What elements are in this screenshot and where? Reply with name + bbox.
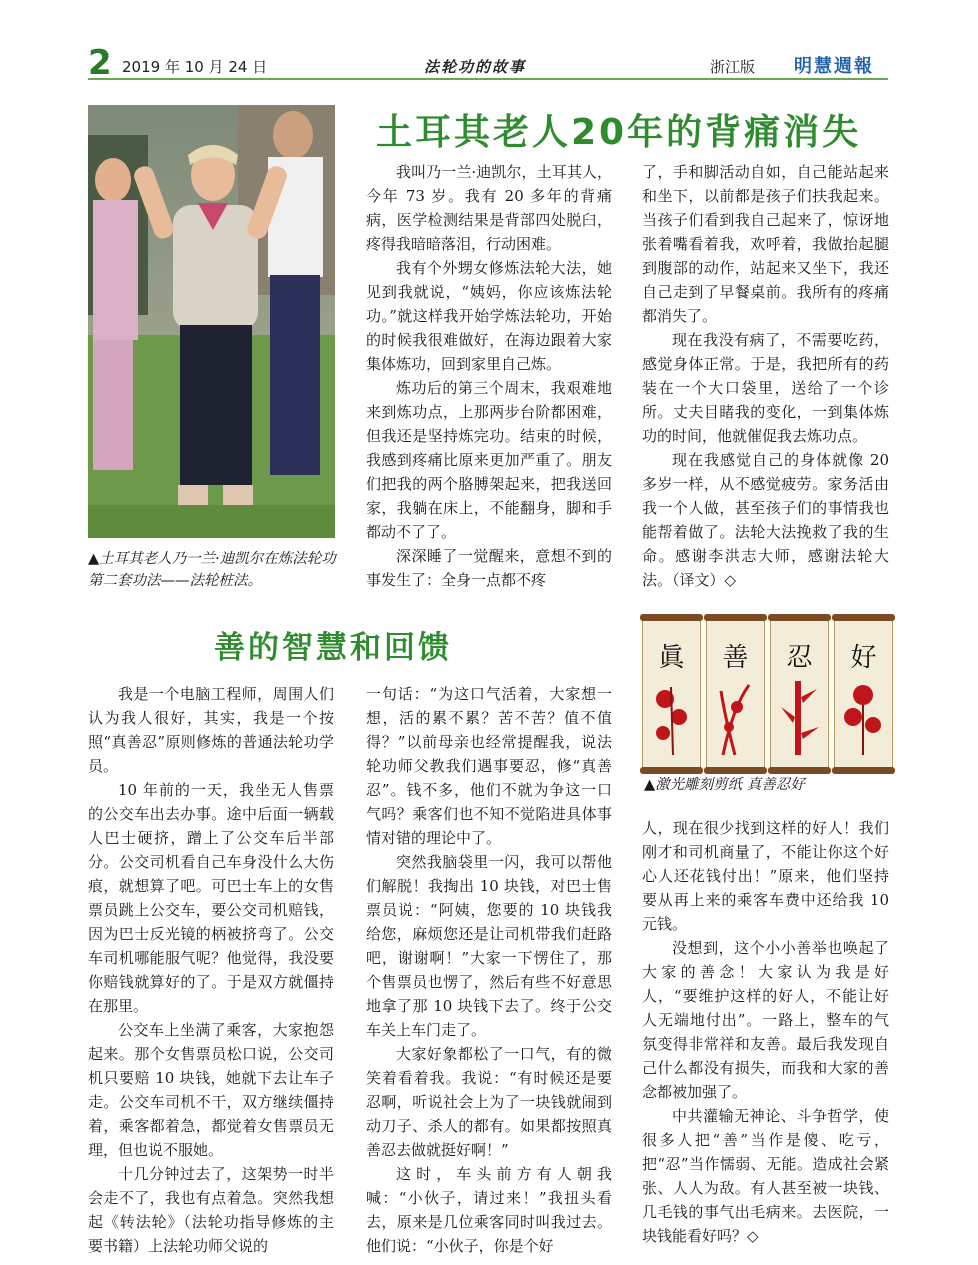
paragraph: 我有个外甥女修炼法轮大法，她见到我就说，“姨妈，你应该炼法轮功。”就这样我开始学炼法轮功，开始的时候我很难做好，在海边跟着大家集体炼功，回到家里自己炼。 bbox=[366, 259, 612, 373]
paragraph: 没想到，这个小小善举也唤起了大家的善念！大家认为我是好人，“要维护这样的好人，不能让好人无端地付出”。一路上，整车的气氛变得非常祥和友善。最后我发现自己什么都没有损失，而我和大家的善念都被加强了。 bbox=[642, 939, 889, 1101]
scroll-ren bbox=[770, 618, 829, 770]
issue-date: 2019 年 10 月 24 日 bbox=[122, 58, 268, 76]
section-title: 法轮功的故事 bbox=[424, 58, 527, 76]
paper-name-logo: 明慧週報 bbox=[794, 56, 874, 77]
paragraph: 10 年前的一天，我坐无人售票的公交车出去办事。途中后面一辆载人巴士硬挤，蹭上了公交车后半部分。公交司机看自己车身没什么大伤痕，就想算了吧。可巴士车上的女售票员跳上公交车，要公交司机赔钱，因为巴士反光镜的柄被挤弯了。公交车司机哪能服气呢？他觉得，我没要你赔钱就算好的了。于是双方就僵持在那里。 bbox=[88, 781, 334, 1015]
article2-headline: 善的智慧和回馈 bbox=[214, 630, 452, 666]
paragraph: 现在我感觉自己的身体就像 20 多岁一样，从不感觉疲劳。家务活由我一个人做，甚至孩子们的事情我也能帮着做了。法轮大法挽救了我的生命。感谢李洪志大师，感谢法轮大法。（译文）◇ bbox=[642, 451, 889, 589]
article1-caption: ▲土耳其老人乃一兰·迪凯尔在炼法轮功第二套功法——法轮桩法。 bbox=[88, 551, 336, 589]
scroll-zhen bbox=[642, 618, 701, 770]
paragraph: 这时，车头前方有人朝我喊：“小伙子，请过来！”我扭头看去，原来是几位乘客同时叫我过去。他们说：“小伙子，你是个好 bbox=[366, 1165, 612, 1255]
papercut-orchid-icon bbox=[715, 677, 757, 757]
article1-column-1 bbox=[366, 160, 612, 592]
paragraph: 我是一个电脑工程师，周围人们认为我人很好，其实，我是一个按照“真善忍”原则修炼的普通法轮功学员。 bbox=[88, 685, 334, 775]
paragraph: 我叫乃一兰·迪凯尔，土耳其人，今年 73 岁。我有 20 多年的背痛病，医学检测结果是背部四处脱臼，疼得我暗暗落泪，行动困难。 bbox=[366, 163, 612, 253]
papercut-bamboo-icon bbox=[779, 677, 821, 757]
paragraph: 中共灌输无神论、斗争哲学，使很多人把“善”当作是傻、吃亏，把“忍”当作懦弱、无能。造成社会紧张、人人为敌。有人甚至被一块钱、几毛钱的事气出毛病来。去医院，一块钱能看好吗？◇ bbox=[642, 1107, 889, 1245]
paragraph: 突然我脑袋里一闪，我可以帮他们解脱！我掏出 10 块钱，对巴士售票员说：“阿姨，您要的 10 块钱我给您，麻烦您还是让司机带我们赶路吧，谢谢啊！”大家一下愣住了，那个售票员也愣了，然后有些不好意思地拿了那 10 块钱下去了。终于公交车关上车门走了。 bbox=[366, 853, 612, 1039]
paragraph: 人，现在很少找到这样的好人！我们刚才和司机商量了，不能让你这个好心人还花钱付出！”原来，他们坚持要从再上来的乘客车费中还给我 10 元钱。 bbox=[642, 819, 889, 933]
edition-label: 浙江版 bbox=[710, 58, 756, 76]
scroll-shan bbox=[706, 618, 765, 770]
papercut-plum-icon bbox=[843, 677, 885, 757]
paragraph: 十几分钟过去了，这架势一时半会走不了，我也有点着急。突然我想起《转法轮》（法轮功指导修炼的主要书籍）上法轮功师父说的 bbox=[88, 1165, 334, 1255]
paragraph: 了，手和脚活动自如，自己能站起来和坐下，以前都是孩子们扶我起来。当孩子们看到我自己起来了，惊讶地张着嘴看着我，欢呼着，我做抬起腿到腹部的动作，站起来又坐下，我还自己走到了早餐桌前。我所有的疼痛都消失了。 bbox=[642, 163, 889, 325]
paragraph: 现在我没有病了，不需要吃药，感觉身体正常。于是，我把所有的药装在一个大口袋里，送给了一个诊所。丈夫目睹我的变化，一到集体炼功的时间，他就催促我去炼功点。 bbox=[642, 331, 889, 445]
article1-photo bbox=[88, 105, 335, 538]
scroll-character: 眞 bbox=[658, 643, 685, 673]
papercut-flower-icon bbox=[651, 677, 693, 757]
scroll-character: 好 bbox=[850, 643, 877, 673]
paragraph: 大家好象都松了一口气，有的微笑着看着我。我说：“有时候还是要忍啊，听说社会上为了一块钱就闹到动刀子、杀人的都有。如果都按照真善忍去做就挺好啊！” bbox=[366, 1045, 612, 1159]
scroll-character: 忍 bbox=[786, 643, 813, 673]
paragraph: 公交车上坐满了乘客，大家抱怨起来。那个女售票员松口说，公交司机只要赔 10 块钱，她就下去让车子走。公交车司机不干，双方继续僵持着，乘客都着急，都觉着女售票员无理，但也说不服她。 bbox=[88, 1021, 334, 1159]
page-number: 2 bbox=[88, 43, 112, 83]
scroll-character: 善 bbox=[722, 643, 749, 673]
header-rule bbox=[88, 78, 888, 80]
article2-column-3 bbox=[642, 816, 889, 1248]
article1-headline: 土耳其老人20年的背痛消失 bbox=[376, 112, 862, 153]
article2-column-2 bbox=[366, 682, 612, 1258]
scrolls-caption: ▲激光雕刻剪纸 真善忍好 bbox=[644, 777, 805, 793]
scroll-hao bbox=[834, 618, 893, 770]
article1-column-2 bbox=[642, 160, 889, 592]
paragraph: 炼功后的第三个周末，我艰难地来到炼功点，上那两步台阶都困难，但我还是坚持炼完功。结束的时候，我感到疼痛比原来更加严重了。朋友们把我的两个胳膊架起来，把我送回家，我躺在床上，不能翻身，脚和手都动不了了。 bbox=[366, 379, 612, 541]
article2-column-1 bbox=[88, 682, 334, 1258]
paragraph: 深深睡了一觉醒来，意想不到的事发生了：全身一点都不疼 bbox=[366, 547, 612, 589]
paragraph: 一句话：“为这口气活着，大家想一想，活的累不累？苦不苦？值不值得？”以前母亲也经常提醒我，说法轮功师父教我们遇事要忍，修“真善忍”。钱不多，他们不就为争这一口气吗？乘客们也不知不觉陷进具体事情对错的理论中了。 bbox=[366, 685, 612, 847]
